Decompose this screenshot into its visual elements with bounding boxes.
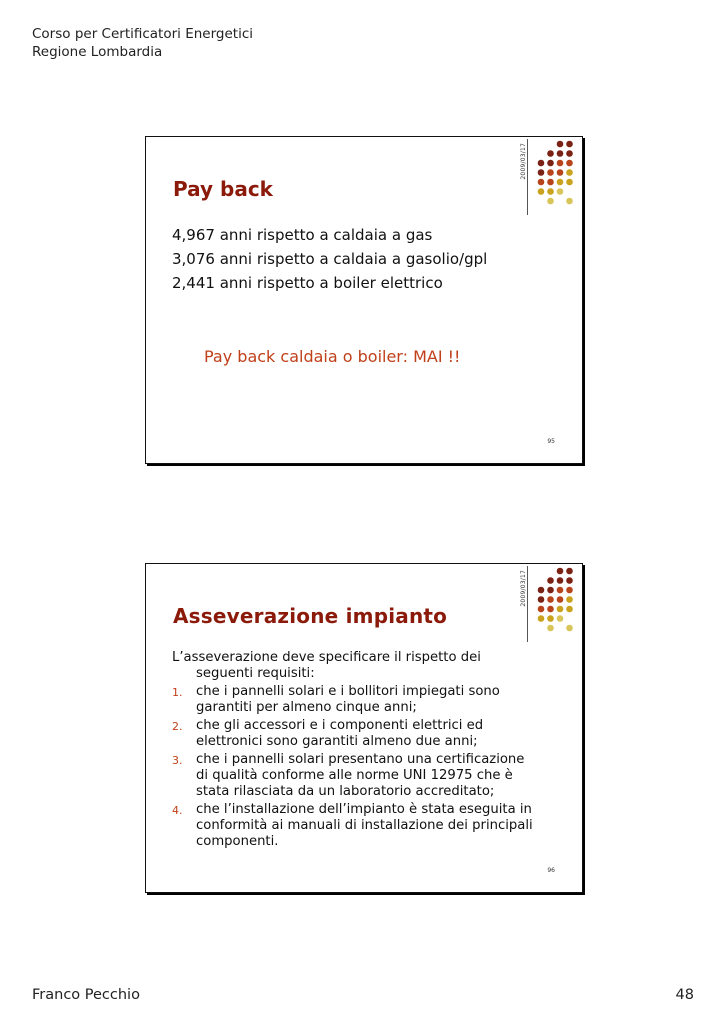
requirement-line: conformità ai manuali di installazione dei principali: [196, 818, 533, 833]
decorative-dot: [538, 606, 545, 613]
decorative-dot: [547, 188, 554, 195]
decorative-dot: [557, 179, 564, 186]
decorative-dot: [557, 606, 564, 613]
decorative-dot: [538, 169, 545, 176]
decorative-dot: [538, 179, 545, 186]
requirement-line: che i pannelli solari e i bollitori impiegati sono: [196, 684, 500, 699]
footer-page-number: 48: [675, 987, 694, 1003]
slide-number: 96: [547, 867, 555, 874]
decorative-dot: [566, 587, 573, 594]
decorative-dot: [557, 160, 564, 167]
payback-gas: 4,967 anni rispetto a caldaia a gas: [172, 226, 433, 244]
divider-line: [527, 566, 528, 642]
intro-line-continued: seguenti requisiti:: [196, 666, 315, 681]
requirement-item: [172, 752, 562, 800]
decorative-dot: [566, 625, 573, 632]
divider-line: [527, 139, 528, 215]
page-header: [32, 25, 253, 61]
decorative-dot: [547, 615, 554, 622]
decorative-dot: [557, 615, 564, 622]
requirement-line: che gli accessori e i componenti elettrici ed: [196, 718, 484, 733]
footer-author: Franco Pecchio: [32, 987, 140, 1003]
decorative-dot: [538, 596, 545, 603]
requirement-line: che l’installazione dell’impianto è stata eseguita in: [196, 802, 532, 817]
decorative-dot: [547, 160, 554, 167]
decorative-dot: [566, 150, 573, 157]
decorative-dot: [547, 179, 554, 186]
decorative-dot: [557, 141, 564, 148]
decorative-dot: [547, 577, 554, 584]
decorative-dot: [557, 568, 564, 575]
payback-highlight: Pay back caldaia o boiler: MAI !!: [204, 347, 461, 366]
requirement-line: di qualità conforme alle norme UNI 12975 che è: [196, 768, 513, 783]
slide-asseverazione: [145, 563, 583, 893]
decorative-dot: [538, 188, 545, 195]
decorative-dot: [557, 596, 564, 603]
decorative-dot: [566, 577, 573, 584]
requirement-number: 4.: [172, 804, 183, 817]
requirement-line: che i pannelli solari presentano una certificazione: [196, 752, 525, 767]
decorative-dot: [538, 160, 545, 167]
decorative-dot: [566, 141, 573, 148]
requirement-item: [172, 718, 562, 750]
decorative-dot: [547, 625, 554, 632]
requirement-line: stata rilasciata da un laboratorio accreditato;: [196, 784, 495, 799]
requirements-text: [172, 650, 562, 852]
decorative-dots-grid: [536, 139, 586, 209]
decorative-dot: [547, 606, 554, 613]
decorative-dot: [547, 169, 554, 176]
region-title: Regione Lombardia: [32, 44, 163, 60]
requirement-number: 3.: [172, 754, 183, 767]
decorative-dot: [547, 198, 554, 205]
decorative-dot: [557, 577, 564, 584]
slide-date: 2009/03/17: [520, 143, 527, 180]
decorative-dot: [547, 150, 554, 157]
decorative-dot: [538, 587, 545, 594]
decorative-dot: [566, 169, 573, 176]
decorative-dot: [557, 150, 564, 157]
slide-title: Asseverazione impianto: [173, 604, 448, 628]
decorative-dot: [557, 188, 564, 195]
decorative-dot: [566, 160, 573, 167]
decorative-dot: [566, 198, 573, 205]
course-title: Corso per Certificatori Energetici: [32, 26, 254, 42]
slide-title: Pay back: [173, 177, 273, 201]
requirement-item: [172, 684, 562, 716]
slide-pay-back: [145, 136, 583, 464]
payback-list: [172, 223, 487, 295]
decorative-dot: [566, 568, 573, 575]
decorative-dot: [547, 596, 554, 603]
decorative-dots-grid: [536, 566, 586, 636]
decorative-dot: [566, 596, 573, 603]
requirement-line: componenti.: [196, 834, 279, 849]
payback-boiler: 2,441 anni rispetto a boiler elettrico: [172, 274, 443, 292]
slide-number: 95: [547, 438, 555, 445]
requirement-number: 2.: [172, 720, 183, 733]
decorative-dot: [557, 169, 564, 176]
requirement-line: elettronici sono garantiti almeno due anni;: [196, 734, 478, 749]
decorative-dot: [557, 587, 564, 594]
decorative-dot: [566, 179, 573, 186]
decorative-dot: [547, 587, 554, 594]
decorative-dot: [538, 615, 545, 622]
payback-gasolio: 3,076 anni rispetto a caldaia a gasolio/gpl: [172, 250, 488, 268]
requirement-line: garantiti per almeno cinque anni;: [196, 700, 417, 715]
requirement-item: [172, 802, 562, 850]
slide-date: 2009/03/17: [520, 570, 527, 607]
requirements-list: [172, 684, 562, 850]
decorative-dot: [566, 606, 573, 613]
intro-line: L’asseverazione deve specificare il rispetto dei: [172, 650, 481, 665]
requirement-number: 1.: [172, 686, 183, 699]
